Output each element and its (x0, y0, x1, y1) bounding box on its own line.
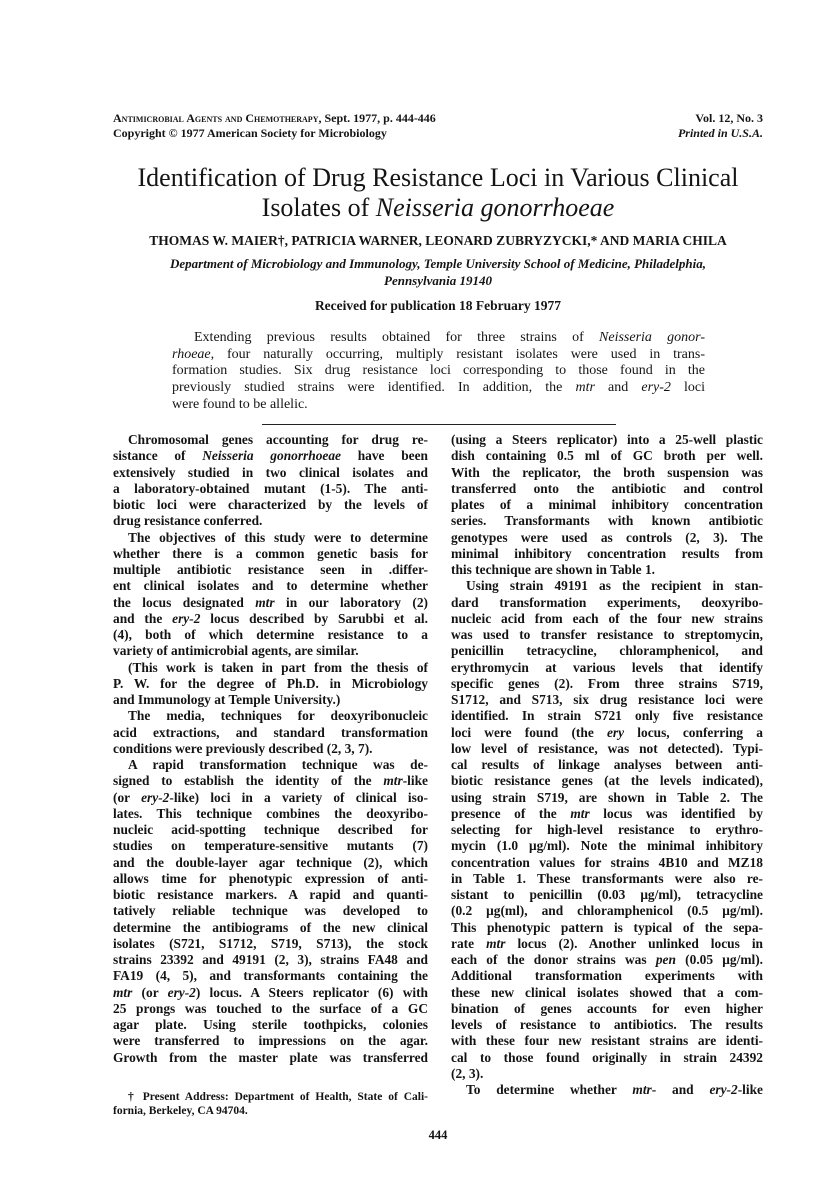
journal-name: Antimicrobial Agents and Chemotherapy (113, 111, 319, 125)
text-line: presence of the mtr locus was identified by (451, 805, 763, 821)
running-header-right (678, 111, 763, 141)
text-line: and the ery-2 locus described by Sarubbi et al. (113, 610, 429, 626)
text-line: and the double-layer agar technique (2), which (113, 854, 428, 870)
text-line: bination of genes accounts for even higher (451, 1000, 763, 1016)
text-line: transferred onto the antibiotic and control (451, 480, 763, 496)
section-divider (262, 424, 616, 425)
text-line: selecting for high-level resistance to erythro- (451, 822, 763, 837)
title-line-1: Identification of Drug Resistance Loci in Various Clinical (137, 163, 739, 192)
paragraph (451, 578, 763, 1082)
text-line: cal results of linkage analyses between anti- (451, 757, 763, 772)
text-line: studies on temperature-sensitive mutants (7) (113, 838, 428, 854)
text-line: (using a Steers replicator) into a 25-well plastic (451, 432, 763, 447)
paragraph (451, 1082, 763, 1098)
text-line: ent clinical isolates and to determine whether (113, 578, 428, 594)
text-line: variety of antimicrobial agents, are similar. (113, 643, 359, 659)
text-line: concentration values for strains 4B10 and MZ18 (451, 854, 763, 870)
text-line: mtr (or ery-2) locus. A Steers replicator (6) with (113, 984, 428, 1000)
text-line: identified. In strain S721 only five resistance (451, 708, 763, 724)
text-line: Chromosomal genes accounting for drug re- (128, 432, 428, 447)
affiliation (63, 255, 813, 289)
text-line: loci were found (the ery locus, conferring a (451, 724, 763, 740)
abstract (172, 330, 705, 413)
text-line: series. Transformants with known antibiotic (451, 513, 763, 529)
text-line: Growth from the master plate was transferred (113, 1049, 428, 1065)
issue-info: , Sept. 1977, p. 444-446 (318, 111, 436, 125)
text-line: formation studies. Six drug resistance loci corresponding to those found in the (172, 363, 705, 379)
footnote-line: † Present Address: Department of Health, State of Cali- (128, 1091, 428, 1103)
paragraph (113, 432, 428, 530)
text-line: rate mtr locus (2). Another unlinked locus in (451, 935, 764, 951)
affiliation-line-1: Department of Microbiology and Immunology, Temple University School of Medicine, Philadelphia, (169, 256, 706, 271)
text-line: (0.2 μg(ml), and chloramphenicol (0.5 μg/ml). (451, 903, 763, 919)
received-date: Received for publication 18 February 1977 (314, 298, 562, 313)
text-line: these new clinical isolates showed that a com- (451, 984, 763, 1000)
text-line: 25 prongs was touched to the surface of a GC (113, 1000, 428, 1016)
text-line: lates. This technique combines the deoxyribo- (113, 805, 428, 821)
article-title (63, 163, 813, 223)
text-line: whether there is a common genetic basis for (113, 545, 428, 561)
footnote-line: fornia, Berkeley, CA 94704. (113, 1105, 248, 1117)
paragraph (113, 660, 428, 709)
paragraph (113, 708, 428, 757)
text-line: (2, 3). (451, 1065, 484, 1081)
body-column-left (113, 432, 428, 1066)
text-line: were transferred to impressions on the agar. (113, 1033, 428, 1049)
text-line: (4), both of which determine resistance to a (113, 627, 428, 642)
text-line: rhoeae, four naturally occurring, multiply resistant isolates were used in trans- (172, 346, 705, 362)
text-line: dish containing 0.5 ml of GC broth per well. (451, 448, 763, 464)
text-line: and Immunology at Temple University.) (113, 692, 341, 707)
text-line: P. W. for the degree of Ph.D. in Microbiology (113, 675, 428, 691)
title-line-2 (63, 193, 813, 223)
text-line: minimal inhibitory concentration results from (451, 545, 763, 561)
text-line: were found to be allelic. (172, 396, 308, 412)
text-line: low level of resistance, was not detected). Typi- (451, 740, 763, 756)
text-line: sistance of Neisseria gonorrhoeae have been (113, 448, 428, 464)
paragraph (451, 432, 763, 578)
text-line: biotic loci were characterized by the levels of (113, 497, 428, 512)
text-line: Extending previous results obtained for three strains of Neisseria gonor- (194, 330, 705, 345)
text-line: agar plate. Using sterile toothpicks, colonies (113, 1017, 428, 1032)
text-line: mycin (1.0 μg/ml). Note the minimal inhibitory (451, 838, 763, 854)
title-prefix: Isolates of (261, 193, 376, 222)
text-line: dard transformation experiments, deoxyribo- (451, 594, 763, 610)
text-line: biotic resistance genes (at the levels indicated), (451, 773, 763, 789)
paragraph (113, 530, 428, 660)
text-line: Additional transformation experiments with (451, 968, 763, 984)
text-line: acid extractions, and standard transformation (113, 724, 428, 740)
text-line: previously studied strains were identified. In addition, the mtr and ery-2 loci (172, 380, 706, 396)
text-line: a laboratory-obtained mutant (1-5). The anti- (113, 480, 428, 496)
text-line: with these four new resistant strains are identi- (451, 1033, 763, 1049)
text-line: sistant to penicillin (0.03 μg/ml), tetracycline (451, 887, 763, 902)
text-line: nucleic acid-spotting technique described for (113, 822, 428, 837)
text-line: To determine whether mtr- and ery-2-like (466, 1082, 763, 1097)
text-line: genotypes were used as controls (2, 3). The (451, 529, 763, 545)
text-line: A rapid transformation technique was de- (128, 757, 428, 772)
body-column-right (451, 432, 763, 1098)
text-line: the locus designated mtr in our laboratory (2) (113, 594, 429, 610)
text-line: conditions were previously described (2, 3, 7). (113, 740, 373, 756)
text-line: was used to transfer resistance to streptomycin, (451, 627, 763, 642)
text-line: using strain S719, are shown in Table 2. The (451, 789, 763, 805)
text-line: This phenotypic pattern is typical of the sepa- (451, 919, 763, 935)
copyright-line: Copyright © 1977 American Society for Microbiology (113, 126, 387, 140)
footnote (113, 1090, 428, 1118)
paragraph (172, 330, 705, 413)
affiliation-line-2: Pennsylvania 19140 (384, 273, 492, 288)
text-line: plates of a minimal inhibitory concentration (451, 497, 763, 512)
text-line: With the replicator, the broth suspension was (451, 464, 763, 480)
text-line: determine the antibiograms of the new clinical (113, 919, 428, 935)
text-line: allows time for phenotypic expression of anti- (113, 870, 428, 886)
text-line: extensively studied in two clinical isolates and (113, 464, 428, 480)
text-line: specific genes (2). From three strains S719, (451, 675, 763, 691)
text-line: erythromycin at various levels that identify (451, 659, 763, 675)
text-line: levels of resistance to antibiotics. The results (451, 1017, 763, 1032)
text-line: strains 23392 and 49191 (2, 3), strains FA48 and (113, 952, 428, 967)
text-line: FA19 (4, 5), and transformants containing the (113, 968, 428, 984)
running-header-left (113, 111, 436, 141)
text-line: signed to establish the identity of the mtr-like (113, 773, 428, 789)
text-line: penicillin tetracycline, chloramphenicol, and (451, 643, 763, 659)
paragraph (113, 757, 428, 1066)
printed-in: Printed in U.S.A. (677, 126, 763, 140)
text-line: S1712, and S713, six drug resistance loci were (451, 692, 763, 707)
text-line: Using strain 49191 as the recipient in stan- (466, 578, 763, 594)
text-line: each of the donor strains was pen (0.05 μg/ml). (451, 952, 763, 967)
page-number: 444 (428, 1128, 448, 1142)
volume-info: Vol. 12, No. 3 (695, 111, 763, 125)
text-line: isolates (S721, S1712, S719, S713), the stock (113, 935, 428, 951)
text-line: The media, techniques for deoxyribonucleic (128, 708, 428, 724)
text-line: (or ery-2-like) loci in a variety of clinical iso- (113, 789, 428, 805)
text-line: biotic resistance markers. A rapid and quanti- (113, 887, 428, 902)
author-list: THOMAS W. MAIER†, PATRICIA WARNER, LEONARD ZUBRYZYCKI,* AND MARIA CHILA (149, 233, 727, 248)
text-line: nucleic acid from each of the four new strains (451, 610, 763, 626)
text-line: this technique are shown in Table 1. (451, 562, 656, 577)
text-line: (This work is taken in part from the thesis of (128, 659, 428, 675)
species-name: Neisseria gonorrhoeae (375, 193, 615, 222)
text-line: in Table 1. These transformants were also re- (451, 870, 763, 886)
text-line: cal to those found originally in strain 24392 (451, 1049, 763, 1065)
text-line: The objectives of this study were to determine (128, 529, 428, 545)
text-line: tatively reliable technique was developed to (113, 903, 428, 919)
text-line: drug resistance conferred. (113, 513, 263, 529)
text-line: multiple antibiotic resistance seen in .differ- (113, 562, 428, 577)
